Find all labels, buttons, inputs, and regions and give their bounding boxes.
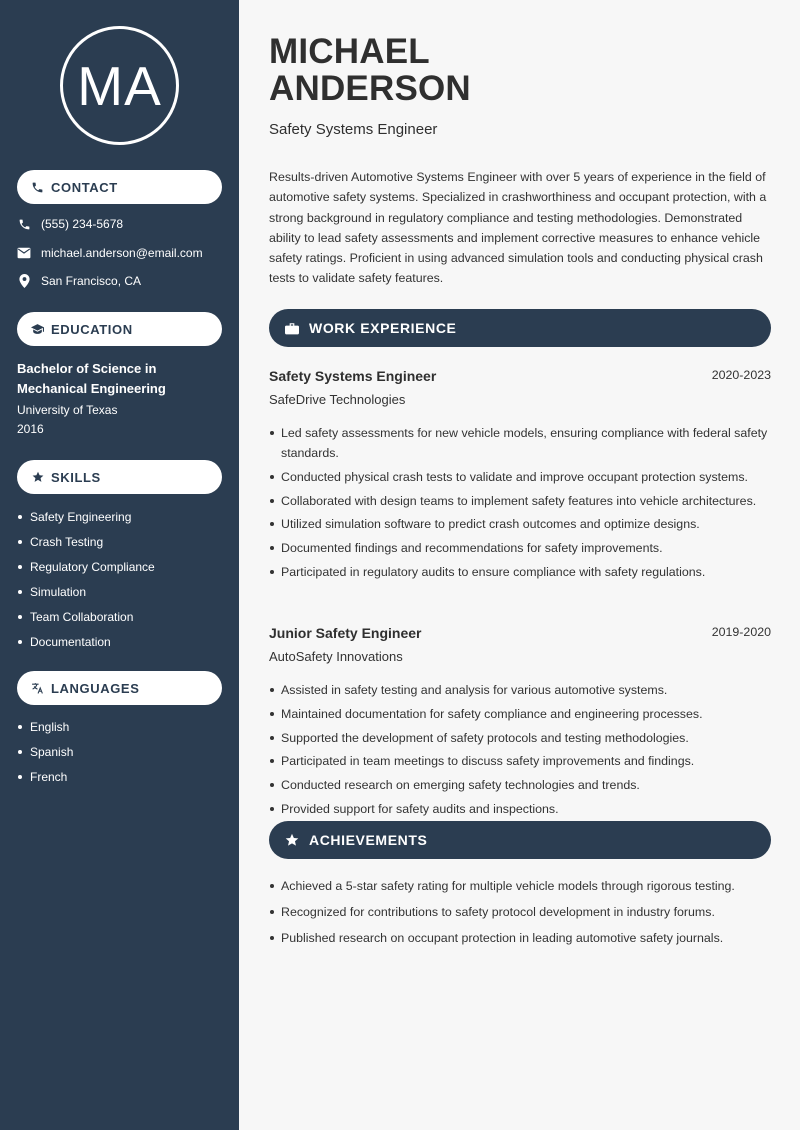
education-degree: Bachelor of Science in Mechanical Engineering	[17, 361, 166, 396]
skill-item: Crash Testing	[17, 534, 155, 559]
job-bullet: Conducted physical crash tests to validate and improve occupant protection systems.	[269, 467, 774, 487]
last-name: ANDERSON	[269, 69, 471, 108]
job-bullet: Participated in regulatory audits to ensure compliance with safety regulations.	[269, 562, 774, 582]
language-item: Spanish	[17, 744, 73, 769]
skills-heading-pill	[17, 460, 222, 494]
job-bullet: Provided support for safety audits and inspections.	[269, 799, 774, 819]
education-year: 2016	[17, 422, 44, 436]
skill-item: Team Collaboration	[17, 609, 155, 634]
graduation-cap-icon	[31, 323, 44, 336]
contact-email-row	[17, 246, 203, 260]
job-company-2: AutoSafety Innovations	[269, 649, 403, 664]
job-title-1: Safety Systems Engineer	[269, 368, 437, 384]
job-company-1: SafeDrive Technologies	[269, 392, 406, 407]
job-bullet: Maintained documentation for safety compliance and engineering processes.	[269, 704, 774, 724]
achievements-heading-pill	[269, 821, 771, 859]
star-icon	[284, 833, 299, 848]
achievement-item: Published research on occupant protection in leading automotive safety journals.	[269, 928, 774, 948]
achievements-heading: ACHIEVEMENTS	[309, 832, 428, 848]
languages-heading-pill	[17, 671, 222, 705]
location-pin-icon	[17, 274, 31, 288]
skills-heading: SKILLS	[51, 469, 101, 485]
job-bullet: Led safety assessments for new vehicle models, ensuring compliance with federal safety standards.	[269, 423, 774, 463]
phone-icon	[17, 217, 31, 231]
avatar-initials: MA	[77, 54, 162, 117]
sidebar	[0, 0, 239, 1130]
achievements-list	[269, 876, 774, 954]
first-name: MICHAEL	[269, 32, 430, 71]
contact-email[interactable]: michael.anderson@email.com	[41, 246, 203, 260]
contact-heading-pill	[17, 170, 222, 204]
job-dates-1: 2020-2023	[711, 368, 771, 382]
skill-item: Simulation	[17, 584, 155, 609]
summary: Results-driven Automotive Systems Engineer with over 5 years of experience in the field of automotive safety systems. Specialized in crashworthiness and occupant protection, with a strong background in regulatory compliance and testing methodologies. Demonstrated ability to lead safety assessments and implement corrective measures to enhance vehicle safety ratings. Proficient in using advanced simulation tools and conducting physical crash tests to validate safety features.	[269, 170, 767, 286]
language-item: French	[17, 769, 73, 794]
job-dates-2: 2019-2020	[711, 625, 771, 639]
skill-item: Documentation	[17, 634, 155, 659]
education-school: University of Texas	[17, 403, 118, 417]
languages-list	[17, 719, 73, 794]
achievement-item: Achieved a 5-star safety rating for multiple vehicle models through rigorous testing.	[269, 876, 774, 896]
contact-phone: (555) 234-5678	[41, 217, 124, 231]
skill-item: Regulatory Compliance	[17, 559, 155, 584]
job-bullet: Documented findings and recommendations for safety improvements.	[269, 538, 774, 558]
job-bullet: Participated in team meetings to discuss safety improvements and findings.	[269, 751, 774, 771]
contact-location-row	[17, 274, 141, 288]
job-bullet: Assisted in safety testing and analysis for various automotive systems.	[269, 680, 774, 700]
email-icon	[17, 246, 31, 260]
skill-item: Safety Engineering	[17, 509, 155, 534]
work-experience-heading: WORK EXPERIENCE	[309, 320, 457, 336]
contact-heading: CONTACT	[51, 179, 118, 195]
contact-phone-row	[17, 217, 123, 231]
avatar	[60, 26, 179, 145]
job-title-2: Junior Safety Engineer	[269, 625, 422, 641]
phone-icon	[31, 181, 44, 194]
education-heading-pill	[17, 312, 222, 346]
contact-location: San Francisco, CA	[41, 274, 142, 288]
language-item: English	[17, 719, 73, 744]
star-icon	[31, 471, 44, 484]
education-heading: EDUCATION	[51, 321, 133, 337]
job-bullets-1	[269, 423, 774, 586]
job-bullet: Supported the development of safety protocols and testing methodologies.	[269, 728, 774, 748]
translate-icon	[31, 682, 44, 695]
achievement-item: Recognized for contributions to safety protocol development in industry forums.	[269, 902, 774, 922]
job-bullets-2	[269, 680, 774, 823]
job-bullet: Collaborated with design teams to implement safety features into vehicle architectures.	[269, 491, 774, 511]
job-bullet: Conducted research on emerging safety technologies and trends.	[269, 775, 774, 795]
person-name	[269, 33, 471, 107]
job-title: Safety Systems Engineer	[269, 121, 438, 138]
skills-list	[17, 509, 155, 659]
main-content	[239, 0, 800, 1130]
languages-heading: LANGUAGES	[51, 680, 140, 696]
briefcase-icon	[284, 321, 299, 336]
job-bullet: Utilized simulation software to predict crash outcomes and optimize designs.	[269, 514, 774, 534]
work-experience-heading-pill	[269, 309, 771, 347]
